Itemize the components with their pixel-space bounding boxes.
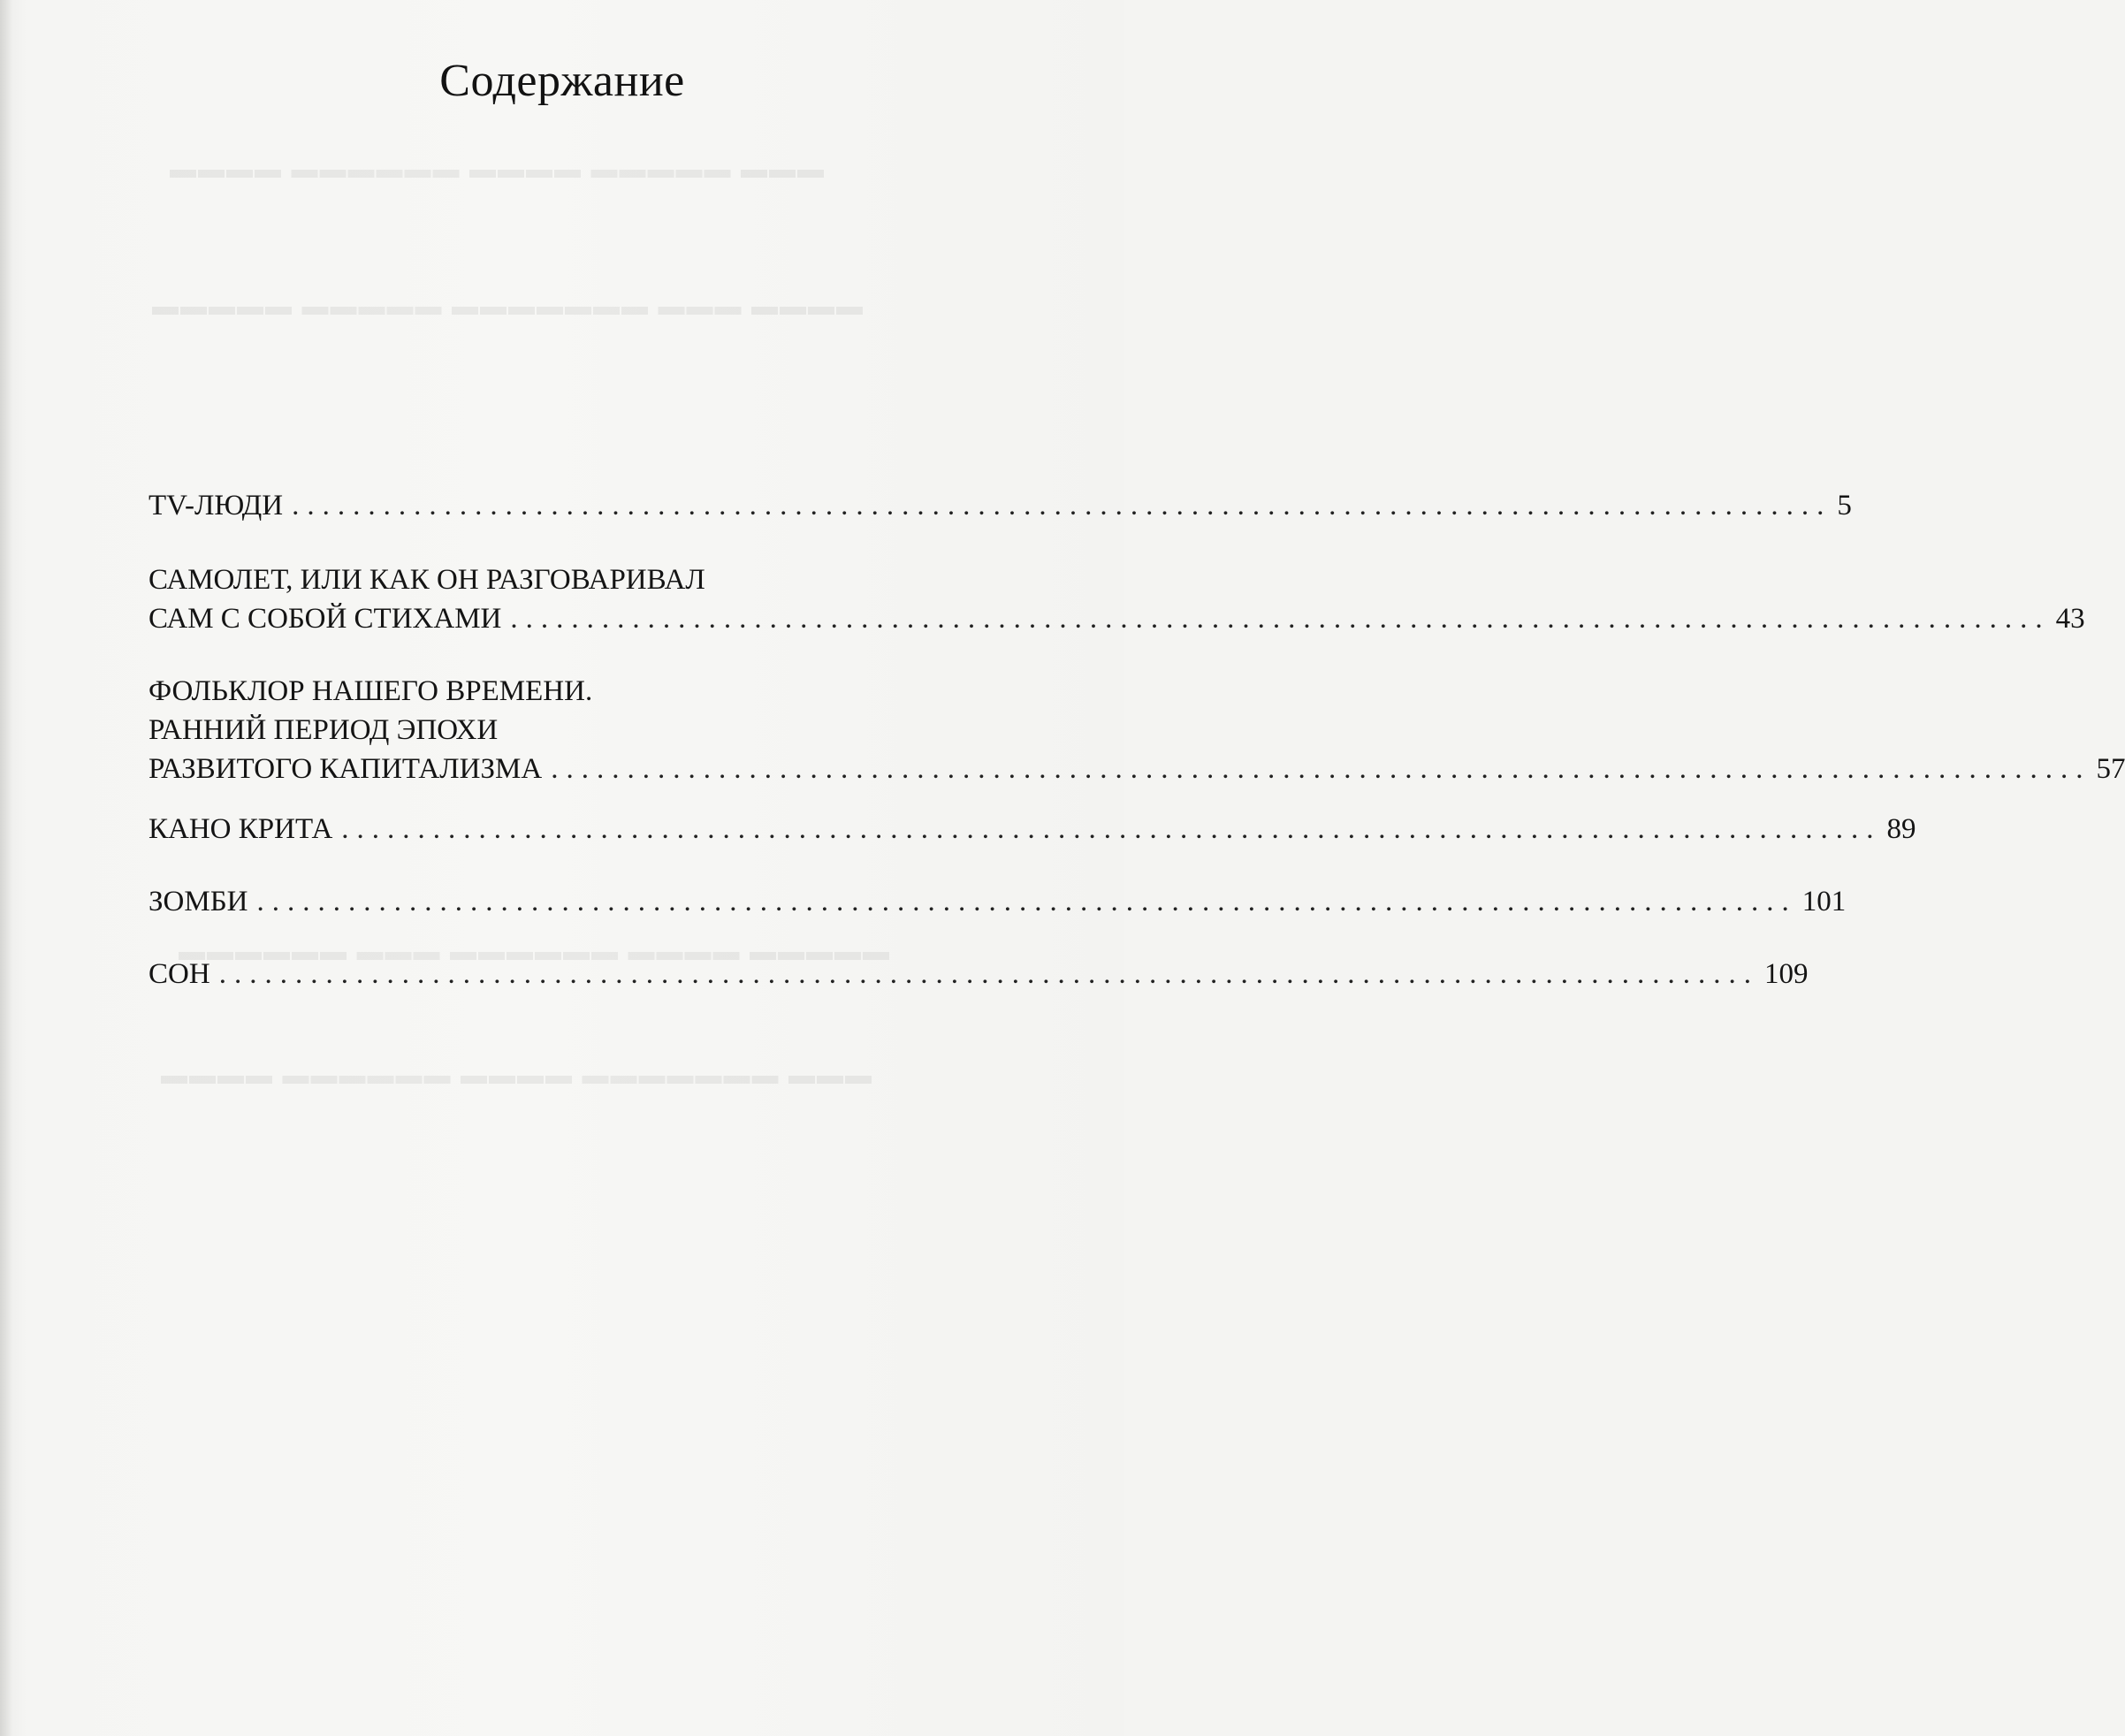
dot-leader: ..................................................................................................... xyxy=(551,753,2091,785)
show-through-text: ▬▬▬▬ ▬▬▬ ▬▬▬▬▬▬▬ ▬▬▬▬▬ ▬▬▬▬▬ xyxy=(150,292,863,321)
dot-leader: ..................................................................................................... xyxy=(341,813,1882,845)
toc-entry xyxy=(149,672,2125,788)
toc-entry xyxy=(149,882,1847,921)
dot-leader: ..................................................................................................... xyxy=(510,603,2051,635)
dot-leader: ..................................................................................................... xyxy=(292,490,1832,522)
show-through-text: ▬▬▬ ▬▬▬▬▬▬▬ ▬▬▬▬ ▬▬▬▬▬▬ ▬▬▬▬ xyxy=(159,1061,872,1090)
toc-entry-last-line xyxy=(149,486,1852,525)
toc-entry-last-line xyxy=(149,810,1916,849)
toc-entry xyxy=(149,560,2085,638)
show-through-text: ▬▬▬▬▬ ▬▬▬▬ ▬▬▬▬▬▬ ▬▬▬ ▬▬▬▬▬▬ xyxy=(177,937,889,966)
toc-entry-last-line xyxy=(149,882,1847,921)
toc-page-number: 43 xyxy=(2055,603,2085,635)
toc-entry xyxy=(149,955,1809,994)
toc-page-number: 5 xyxy=(1837,490,1852,522)
toc-entry xyxy=(149,810,1916,849)
show-through-text: ▬▬▬ ▬▬▬▬▬ ▬▬▬▬ ▬▬▬▬▬▬ ▬▬▬▬ xyxy=(168,155,824,184)
toc-page-number: 109 xyxy=(1763,958,1809,990)
toc-entry-title: ФОЛЬКЛОР НАШЕГО ВРЕМЕНИ. xyxy=(149,675,593,707)
spine-shadow xyxy=(0,0,12,1736)
toc-page-number: 89 xyxy=(1886,813,1916,845)
toc-page-number: 101 xyxy=(1801,886,1847,917)
toc-entry-last-line xyxy=(149,955,1809,994)
toc-entry-title: КАНО КРИТА xyxy=(149,813,333,845)
toc-entry xyxy=(149,486,1852,525)
toc-page-number: 57 xyxy=(2096,753,2125,785)
page-title: Содержание xyxy=(439,56,685,106)
toc-entry-title: САМ С СОБОЙ СТИХАМИ xyxy=(149,603,502,635)
toc-entry-title: РАННИЙ ПЕРИОД ЭПОХИ xyxy=(149,714,499,746)
dot-leader: ..................................................................................................... xyxy=(218,958,1759,990)
toc-entry-last-line xyxy=(149,750,2125,788)
toc-entry-title: СОН xyxy=(149,958,210,990)
toc-entry-title: ЗОМБИ xyxy=(149,886,248,917)
toc-entry-title: РАЗВИТОГО КАПИТАЛИЗМА xyxy=(149,753,543,785)
toc-entry-last-line xyxy=(149,599,2085,638)
dot-leader: ..................................................................................................... xyxy=(256,886,1797,917)
toc-entry-title: TV-ЛЮДИ xyxy=(149,490,284,522)
toc-entry-title: САМОЛЕТ, ИЛИ КАК ОН РАЗГОВАРИВАЛ xyxy=(149,564,705,596)
